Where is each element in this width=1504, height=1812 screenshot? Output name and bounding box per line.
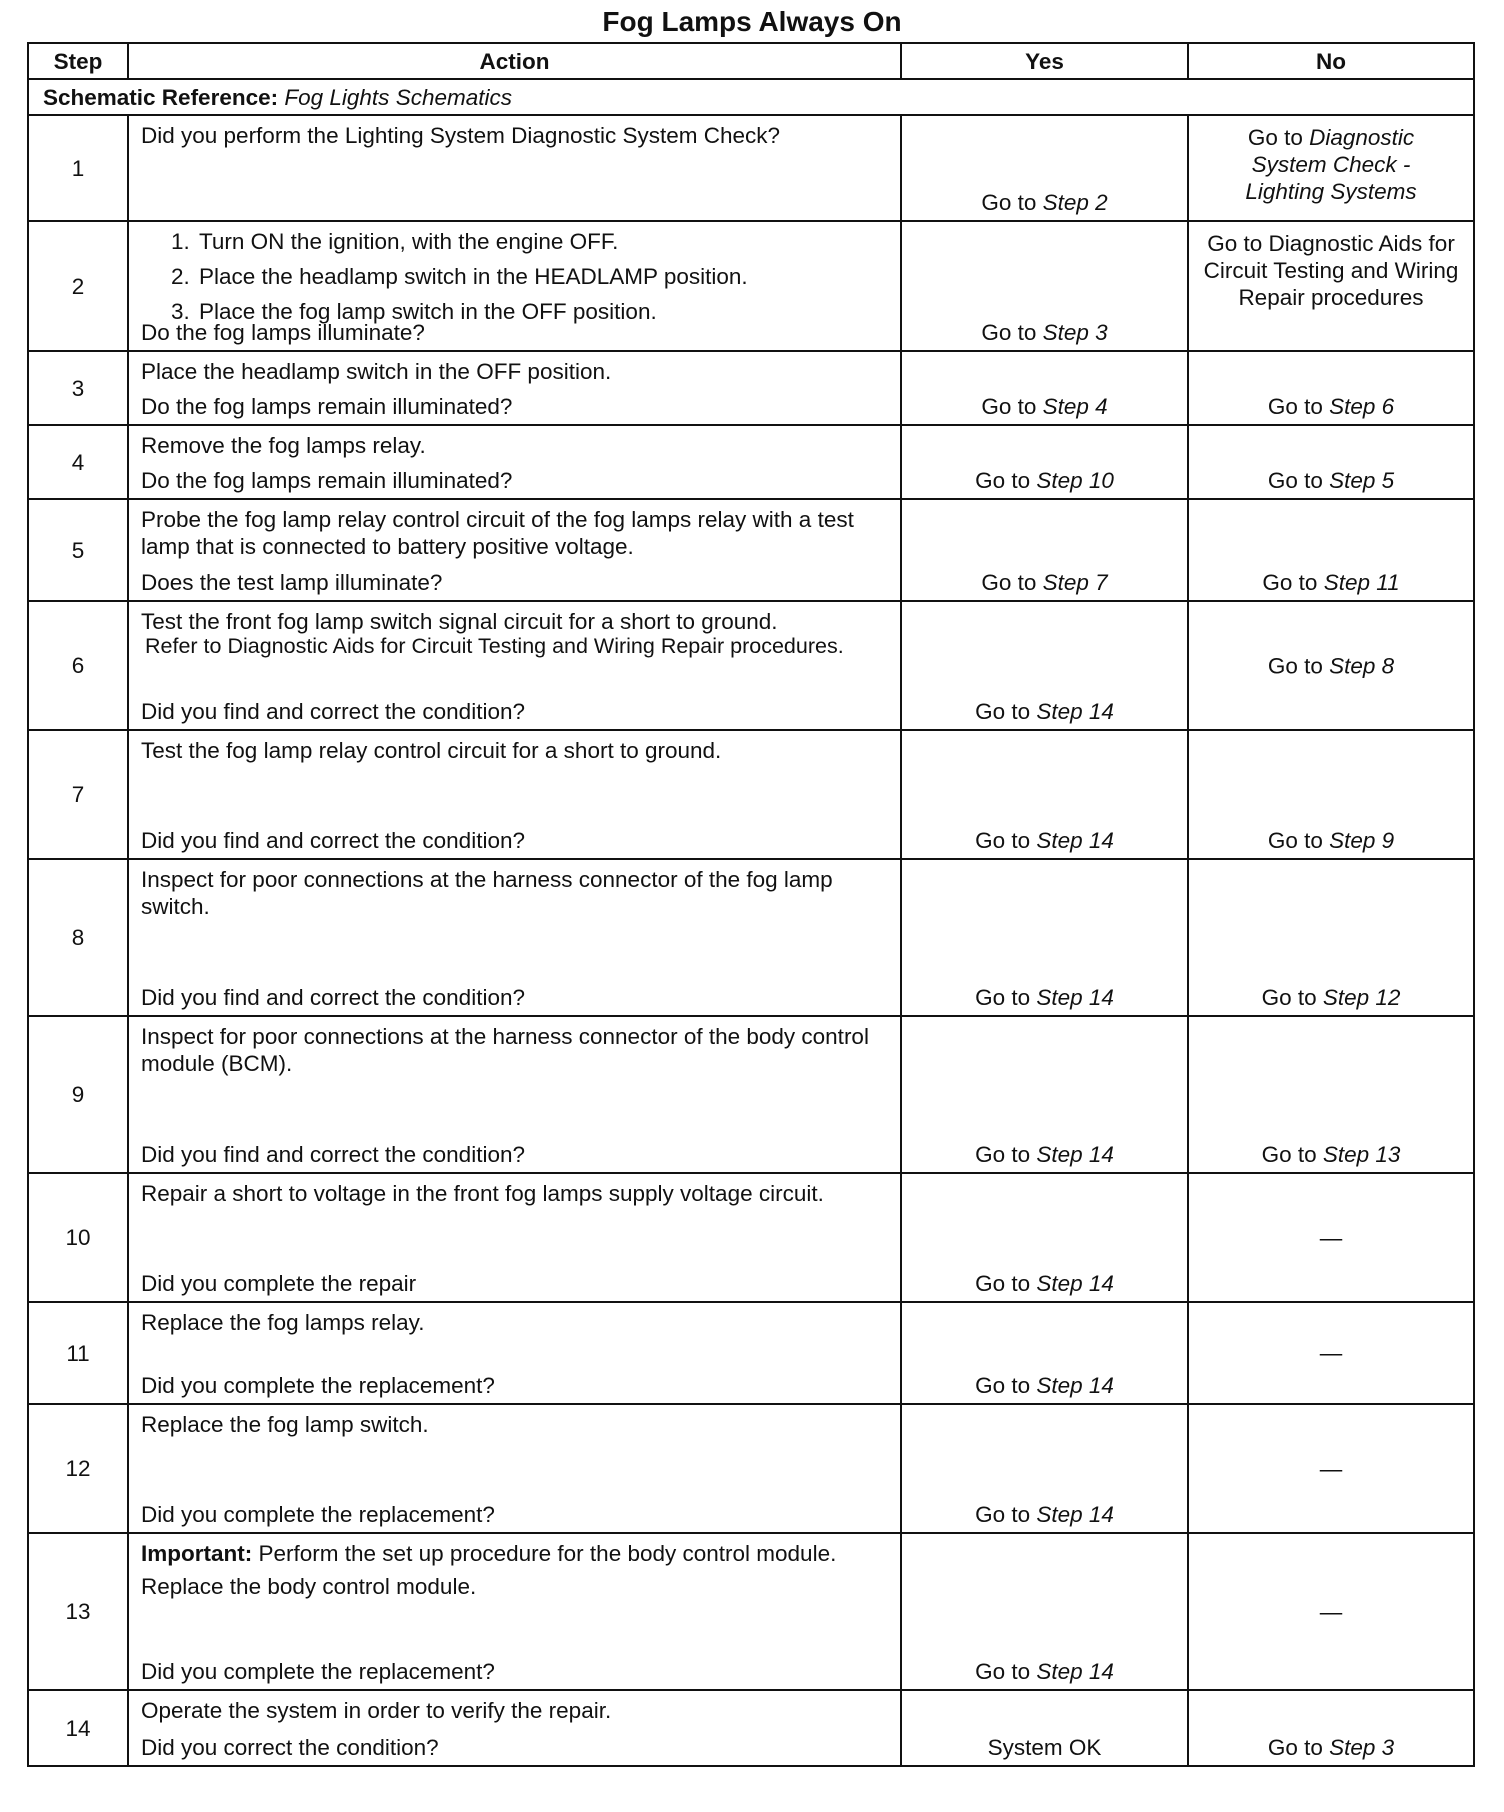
no-dash: —	[1319, 1599, 1343, 1624]
no-goto[interactable]	[1189, 652, 1473, 679]
goto-label: Go to	[975, 1373, 1031, 1398]
no-step-ref: Step 8	[1329, 653, 1395, 678]
no-cell	[1188, 1302, 1474, 1404]
step-number: 12	[28, 1404, 128, 1533]
no-cell	[1188, 1533, 1474, 1690]
action-text: Inspect for poor connections at the harness connector of the fog lamp switch.	[141, 867, 833, 919]
yes-cell	[901, 730, 1188, 859]
no-step-ref: Step 11	[1323, 570, 1400, 595]
no-cell	[1188, 351, 1474, 425]
action-cell	[128, 859, 901, 1016]
goto-label: Go to	[981, 394, 1037, 419]
step-number: 4	[28, 425, 128, 499]
no-cell	[1188, 499, 1474, 601]
action-question: Does the test lamp illuminate?	[141, 570, 443, 595]
yes-step-ref: Step 14	[1036, 828, 1114, 853]
no-cell	[1188, 115, 1474, 221]
table-row	[28, 730, 1474, 859]
action-cell	[128, 1016, 901, 1173]
action-cell	[128, 221, 901, 351]
yes-cell	[901, 221, 1188, 351]
table-row	[28, 601, 1474, 730]
yes-goto[interactable]	[902, 393, 1187, 420]
no-cell	[1188, 1016, 1474, 1173]
goto-label: Go to	[1247, 125, 1303, 150]
no-cell	[1188, 730, 1474, 859]
yes-step-ref: Step 7	[1042, 570, 1108, 595]
yes-cell	[901, 1302, 1188, 1404]
action-text: Replace the body control module.	[141, 1574, 477, 1599]
yes-step-ref: Step 14	[1036, 1659, 1114, 1684]
goto-label: Go to	[1267, 828, 1323, 853]
yes-cell	[901, 425, 1188, 499]
yes-goto[interactable]	[902, 189, 1187, 216]
yes-cell	[901, 351, 1188, 425]
table-row	[28, 351, 1474, 425]
step-number: 8	[28, 859, 128, 1016]
yes-goto[interactable]	[902, 1658, 1187, 1685]
yes-goto[interactable]	[902, 569, 1187, 596]
no-cell	[1188, 1173, 1474, 1302]
yes-step-ref: Step 14	[1036, 1373, 1114, 1398]
step-number: 3	[28, 351, 128, 425]
step-number: 5	[28, 499, 128, 601]
action-cell	[128, 1302, 901, 1404]
action-cell	[128, 115, 901, 221]
action-cell	[128, 1173, 901, 1302]
yes-cell	[901, 1173, 1188, 1302]
no-goto[interactable]: Go to Diagnostic Aids for Circuit Testing and Wiring Repair procedures	[1203, 231, 1459, 310]
no-goto[interactable]	[1189, 827, 1473, 854]
important-label: Important:	[141, 1541, 253, 1566]
yes-cell	[901, 1690, 1188, 1766]
action-text: Did you perform the Lighting System Diagnostic System Check?	[141, 123, 781, 148]
no-step-ref: Step 12	[1322, 985, 1401, 1010]
goto-label: Go to	[981, 570, 1037, 595]
no-step-ref: Step 6	[1329, 394, 1395, 419]
action-question: Did you complete the replacement?	[141, 1373, 495, 1398]
action-cell	[128, 425, 901, 499]
goto-label: Go to	[981, 190, 1037, 215]
yes-cell	[901, 1404, 1188, 1533]
yes-cell	[901, 1016, 1188, 1173]
action-cell	[128, 730, 901, 859]
action-text: Remove the fog lamps relay.	[141, 433, 426, 458]
no-goto[interactable]	[1189, 467, 1473, 494]
no-step-ref: Diagnostic System Check - Lighting Systems	[1245, 125, 1417, 204]
schematic-reference	[28, 79, 1474, 115]
step-number: 9	[28, 1016, 128, 1173]
yes-step-ref: Step 10	[1036, 468, 1114, 493]
action-cell	[128, 1690, 901, 1766]
no-cell	[1188, 1690, 1474, 1766]
no-dash: —	[1319, 1340, 1343, 1366]
table-row	[28, 1302, 1474, 1404]
yes-cell	[901, 601, 1188, 730]
goto-label: Go to	[1267, 468, 1323, 493]
goto-label: Go to	[975, 699, 1031, 724]
yes-step-ref: Step 14	[1036, 1271, 1114, 1296]
important-text: Perform the set up procedure for the body control module.	[258, 1541, 837, 1566]
no-cell	[1188, 1404, 1474, 1533]
no-dash: —	[1319, 1225, 1343, 1250]
action-question: Did you complete the replacement?	[141, 1659, 495, 1684]
yes-goto[interactable]	[902, 1372, 1187, 1399]
table-row	[28, 1404, 1474, 1533]
yes-step-ref: Step 3	[1042, 320, 1108, 345]
header-row	[28, 43, 1474, 79]
instruction-list	[141, 228, 890, 325]
action-question: Do the fog lamps illuminate?	[141, 320, 425, 345]
yes-goto[interactable]	[902, 827, 1187, 854]
action-important	[141, 1540, 890, 1567]
yes-goto[interactable]	[902, 319, 1187, 346]
header-no: No	[1188, 43, 1474, 79]
no-step-ref: Step 5	[1329, 468, 1395, 493]
yes-step-ref: Step 14	[1036, 1142, 1114, 1167]
yes-cell	[901, 1533, 1188, 1690]
no-step-ref: Step 3	[1329, 1735, 1395, 1760]
no-cell	[1188, 601, 1474, 730]
no-cell	[1188, 859, 1474, 1016]
step-number: 7	[28, 730, 128, 859]
goto-label: Go to	[1267, 394, 1323, 419]
table-row	[28, 1173, 1474, 1302]
header-yes: Yes	[901, 43, 1188, 79]
action-question: Do the fog lamps remain illuminated?	[141, 468, 513, 493]
action-cell	[128, 1533, 901, 1690]
yes-step-ref: Step 4	[1042, 394, 1108, 419]
goto-label: Go to	[1261, 1142, 1317, 1167]
goto-label: Go to	[975, 468, 1031, 493]
goto-label: Go to	[975, 828, 1031, 853]
header-step: Step	[28, 43, 128, 79]
action-question: Do the fog lamps remain illuminated?	[141, 394, 513, 419]
action-text: Place the headlamp switch in the OFF position.	[141, 359, 612, 384]
step-number: 6	[28, 601, 128, 730]
yes-cell	[901, 115, 1188, 221]
goto-label: Go to	[1267, 653, 1323, 678]
step-number: 2	[28, 221, 128, 351]
table-row	[28, 115, 1474, 221]
yes-step-ref: Step 14	[1036, 1502, 1114, 1527]
table-row	[28, 859, 1474, 1016]
goto-label: Go to	[975, 1142, 1031, 1167]
yes-step-ref: Step 2	[1042, 190, 1108, 215]
header-action: Action	[128, 43, 901, 79]
step-number: 10	[28, 1173, 128, 1302]
step-number: 11	[28, 1302, 128, 1404]
no-goto[interactable]	[1189, 124, 1473, 205]
yes-result: System OK	[987, 1735, 1102, 1760]
goto-label: Go to	[975, 985, 1031, 1010]
step-number: 14	[28, 1690, 128, 1766]
schematic-row	[28, 79, 1474, 115]
action-cell	[128, 1404, 901, 1533]
action-text: Replace the fog lamp switch.	[141, 1412, 429, 1437]
yes-goto[interactable]	[902, 698, 1187, 725]
no-cell	[1188, 425, 1474, 499]
table-row	[28, 221, 1474, 351]
list-item: 3. Place the fog lamp switch in the OFF position.	[171, 299, 657, 324]
action-text: Test the front fog lamp switch signal circuit for a short to ground.	[141, 609, 778, 634]
no-goto[interactable]	[1189, 1734, 1473, 1761]
no-step-ref: Step 13	[1322, 1142, 1401, 1167]
action-question: Did you find and correct the condition?	[141, 699, 525, 724]
yes-goto[interactable]	[902, 467, 1187, 494]
yes-step-ref: Step 14	[1036, 699, 1114, 724]
yes-cell	[901, 859, 1188, 1016]
action-cell	[128, 351, 901, 425]
action-text: Repair a short to voltage in the front fog lamps supply voltage circuit.	[141, 1181, 824, 1206]
no-cell	[1188, 221, 1474, 351]
action-text: Probe the fog lamp relay control circuit of the fog lamps relay with a test lamp that is connected to battery positive voltage.	[141, 507, 854, 559]
no-goto[interactable]	[1189, 1141, 1473, 1168]
step-number: 13	[28, 1533, 128, 1690]
action-text: Operate the system in order to verify the repair.	[141, 1698, 612, 1723]
yes-goto[interactable]	[902, 1501, 1187, 1528]
no-step-ref: Step 9	[1329, 828, 1395, 853]
action-text: Replace the fog lamps relay.	[141, 1310, 425, 1335]
table-row	[28, 1690, 1474, 1766]
no-goto[interactable]	[1189, 984, 1473, 1011]
diagnostic-table	[27, 42, 1475, 1767]
action-question: Did you complete the replacement?	[141, 1502, 495, 1527]
schematic-link[interactable]: Fog Lights Schematics	[284, 84, 512, 110]
table-row	[28, 1016, 1474, 1173]
yes-goto[interactable]	[902, 984, 1187, 1011]
yes-goto[interactable]	[902, 1141, 1187, 1168]
action-note: Refer to Diagnostic Aids for Circuit Testing and Wiring Repair procedures.	[145, 634, 844, 658]
goto-label: Go to	[975, 1659, 1031, 1684]
document-title: Fog Lamps Always On	[602, 6, 902, 37]
goto-label: Go to	[1261, 985, 1317, 1010]
goto-label: Go to	[975, 1502, 1031, 1527]
action-cell	[128, 601, 901, 730]
action-question: Did you correct the condition?	[141, 1735, 439, 1760]
action-question: Did you find and correct the condition?	[141, 828, 525, 853]
yes-step-ref: Step 14	[1036, 985, 1114, 1010]
table-row	[28, 1533, 1474, 1690]
step-number: 1	[28, 115, 128, 221]
no-dash: —	[1319, 1456, 1343, 1481]
table-row	[28, 425, 1474, 499]
goto-label: Go to	[1262, 570, 1318, 595]
action-cell	[128, 499, 901, 601]
action-text: Inspect for poor connections at the harness connector of the body control module (BCM).	[141, 1024, 869, 1076]
yes-goto[interactable]	[902, 1270, 1187, 1297]
no-goto[interactable]	[1189, 393, 1473, 420]
goto-label: Go to	[975, 1271, 1031, 1296]
action-text: Test the fog lamp relay control circuit for a short to ground.	[141, 738, 722, 763]
list-item: 1. Turn ON the ignition, with the engine OFF.	[171, 229, 619, 254]
list-item: 2. Place the headlamp switch in the HEADLAMP position.	[171, 264, 748, 289]
no-goto[interactable]	[1189, 569, 1473, 596]
action-question: Did you find and correct the condition?	[141, 985, 525, 1010]
action-question: Did you find and correct the condition?	[141, 1142, 525, 1167]
goto-label: Go to	[981, 320, 1037, 345]
table-row	[28, 499, 1474, 601]
schematic-label: Schematic Reference:	[43, 84, 279, 110]
action-question: Did you complete the repair	[141, 1271, 417, 1296]
yes-cell	[901, 499, 1188, 601]
goto-label: Go to	[1267, 1735, 1323, 1760]
